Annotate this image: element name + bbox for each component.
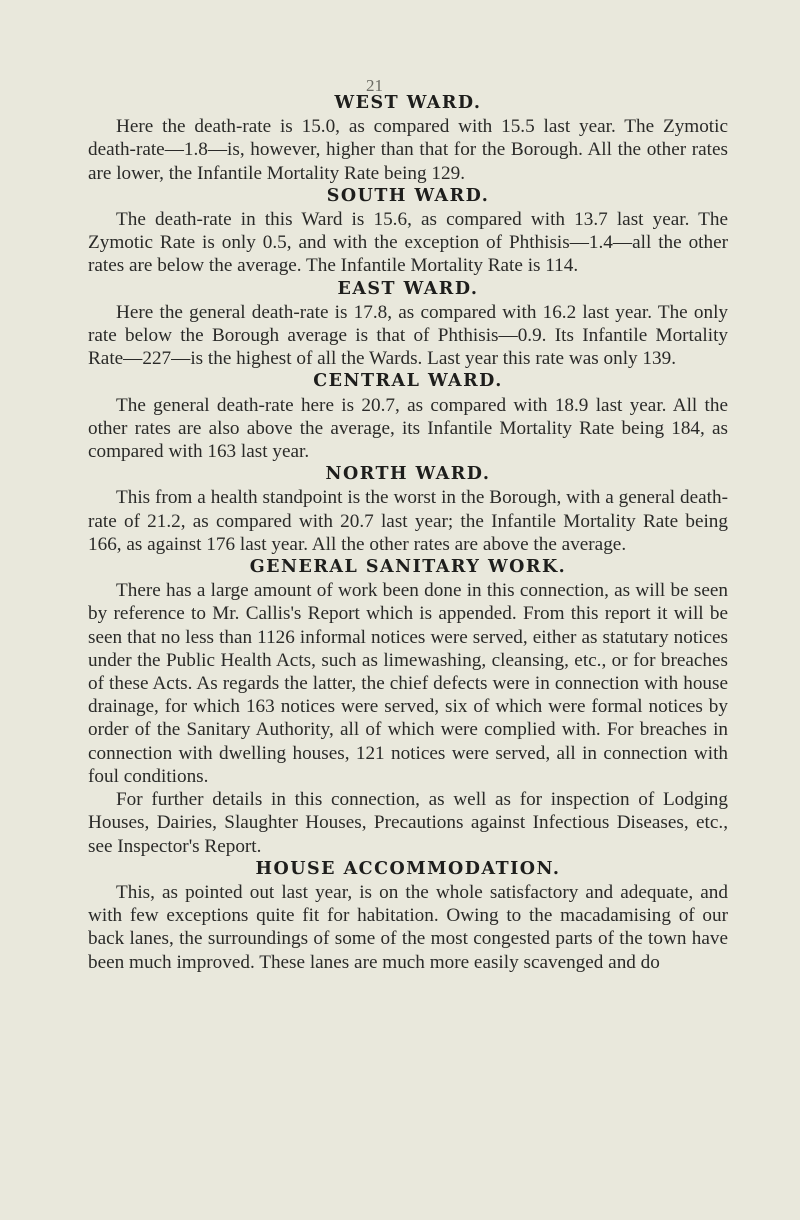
section-heading: SOUTH WARD. xyxy=(326,185,490,206)
section-heading: HOUSE ACCOMMODATION. xyxy=(255,858,561,879)
section-paragraph: Here the death-rate is 15.0, as compared with 15.5 last year. The Zymotic death-rate—1.8—is, however, higher than that for the Borough. All the other rates are lower, the Infantile Mortality Rate being 129. xyxy=(88,116,728,184)
section-heading: GENERAL SANITARY WORK. xyxy=(249,557,567,578)
section-south-ward xyxy=(88,185,728,278)
section-house-accommodation xyxy=(88,858,728,974)
section-paragraph: For further details in this connection, as well as for inspection of Lodging Houses, Dairies, Slaughter Houses, Precautions against Infectious Diseases, etc., see Inspector's Report. xyxy=(88,789,728,857)
section-general-sanitary-work xyxy=(88,556,728,858)
section-paragraph: There has a large amount of work been done in this connection, as will be seen by reference to Mr. Callis's Report which is appended. From this report it will be seen that no less than 1126 informal notices were served, either as statutary notices under the Public Health Acts, such as limewashing, cleansing, etc., or for breaches of these Acts. As regards the latter, the chief defects were in connection with house drainage, for which 163 notices were served, six of which were formal notices by order of the Sanitary Authority, all of which were complied with. For breaches in connection with dwelling houses, 121 notices were served, all in connection with foul conditions. xyxy=(88,580,728,787)
section-heading: NORTH WARD. xyxy=(325,464,491,485)
section-heading: WEST WARD. xyxy=(334,93,482,113)
section-paragraph: The general death-rate here is 20.7, as compared with 18.9 last year. All the other rates are also above the average, its Infantile Mortality Rate being 184, as compared with 163 last year. xyxy=(88,394,728,463)
section-paragraph: This, as pointed out last year, is on the whole satisfactory and adequate, and with few exceptions quite fit for habitation. Owing to the macadamising of our back lanes, the surroundings of some of the most congested parts of the town have been much improved. These lanes are much more easily scavenged and do xyxy=(88,881,728,973)
section-paragraph: This from a health standpoint is the worst in the Borough, with a general death-rate of 21.2, as compared with 20.7 last year; the Infantile Mortality Rate being 166, as against 176 last year. All the other rates are above the average. xyxy=(88,487,728,555)
section-north-ward xyxy=(88,463,728,556)
document-body xyxy=(88,92,728,974)
page-number: 21 xyxy=(366,76,383,95)
section-east-ward xyxy=(88,278,728,371)
section-west-ward xyxy=(88,92,728,185)
section-heading: EAST WARD. xyxy=(337,278,479,299)
section-paragraph: Here the general death-rate is 17.8, as compared with 16.2 last year. The only rate below the Borough average is that of Phthisis—0.9. Its Infantile Mortality Rate—227—is the highest of all the Wards. Last year this rate was only 139. xyxy=(88,301,728,370)
section-paragraph: The death-rate in this Ward is 15.6, as compared with 13.7 last year. The Zymotic Rate is only 0.5, and with the exception of Phthisis—1.4—all the other rates are below the average. The Infantile Mortality Rate is 114. xyxy=(88,209,728,277)
section-central-ward xyxy=(88,370,728,463)
section-heading: CENTRAL WARD. xyxy=(313,371,503,392)
